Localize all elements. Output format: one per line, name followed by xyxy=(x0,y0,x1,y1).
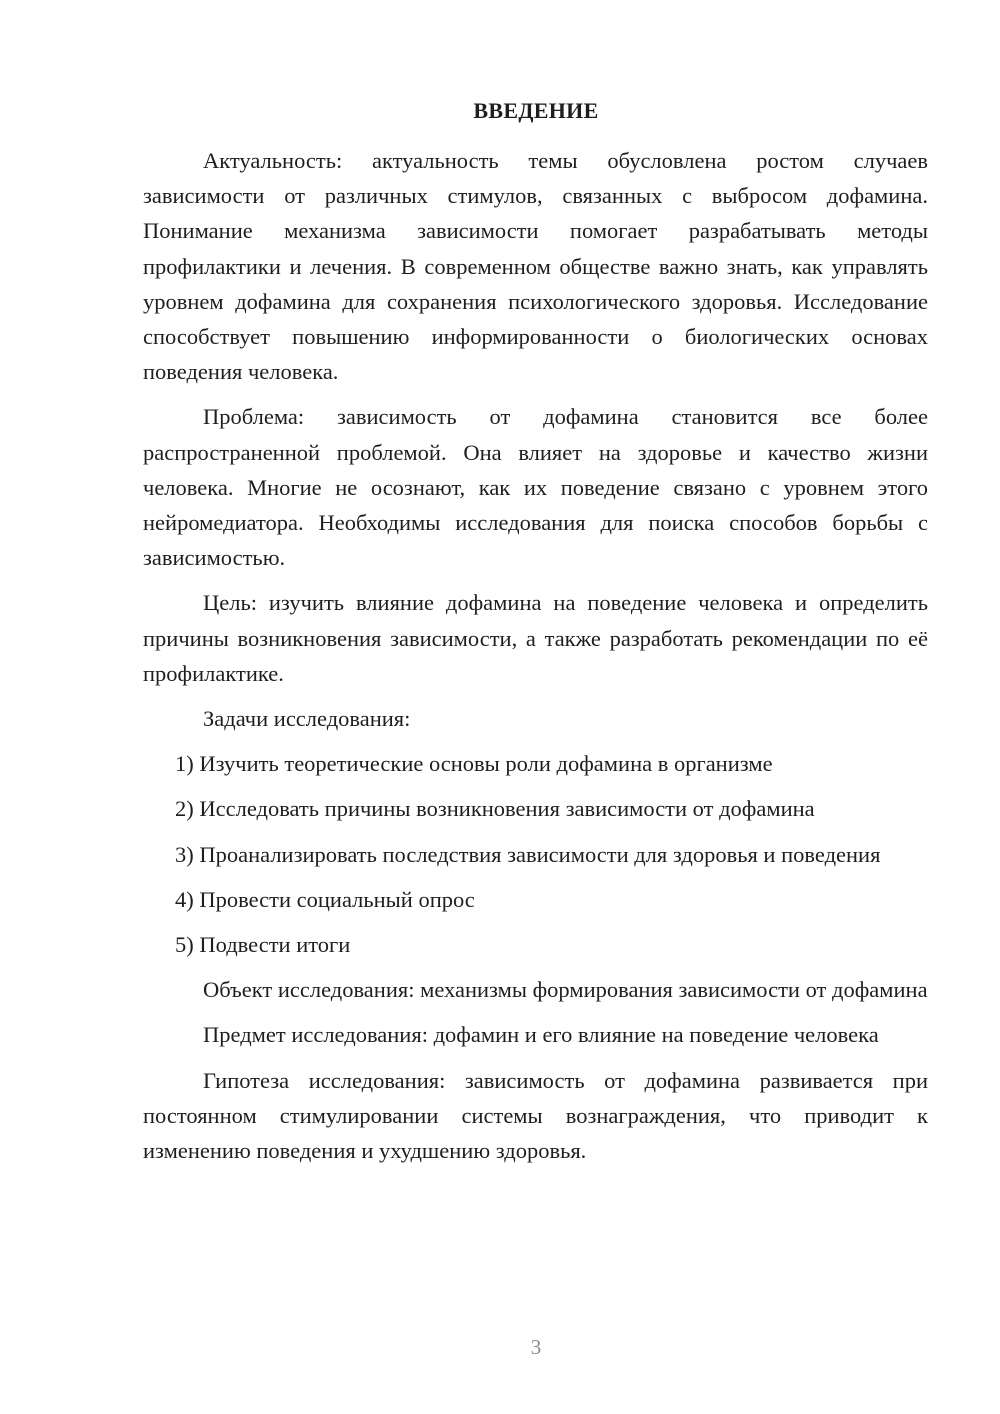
task-item: 5) Подвести итоги xyxy=(175,932,351,958)
task-item: 2) Исследовать причины возникновения зависимости от дофамина xyxy=(175,796,815,822)
problem-paragraph: Проблема: зависимость от дофамина становится все более распространенной проблемой. Она влияет на здоровье и качество жизни человека. Многие не осознают, как их поведение связано с уровнем этого нейромедиатора. Необходимы исследования для поиска способов борьбы с зависимостью. xyxy=(143,404,928,571)
relevance-paragraph: Актуальность: актуальность темы обусловлена ростом случаев зависимости от различных стимулов, связанных с выбросом дофамина. Понимание механизма зависимости помогает разрабатывать методы профилактики и лечения. В современном обществе важно знать, как управлять уровнем дофамина для сохранения психологического здоровья. Исследование способствует повышению информированности о биологических основах поведения человека. xyxy=(143,148,928,385)
task-item: 4) Провести социальный опрос xyxy=(175,886,475,912)
page-number: 3 xyxy=(530,1335,542,1359)
subject-paragraph: Предмет исследования: дофамин и его влияние на поведение человека xyxy=(203,1022,879,1048)
task-item: 3) Проанализировать последствия зависимости для здоровья и поведения xyxy=(175,841,881,867)
document-body xyxy=(143,143,928,1168)
section-title: ВВЕДЕНИЕ xyxy=(473,98,599,123)
object-paragraph: Объект исследования: механизмы формирования зависимости от дофамина xyxy=(203,977,928,1003)
hypothesis-paragraph: Гипотеза исследования: зависимость от дофамина развивается при постоянном стимулировании системы вознаграждения, что приводит к изменению поведения и ухудшению здоровья. xyxy=(143,1067,928,1164)
tasks-heading: Задачи исследования: xyxy=(203,706,411,732)
goal-paragraph: Цель: изучить влияние дофамина на поведение человека и определить причины возникновения зависимости, а также разработать рекомендации по её профилактике. xyxy=(143,590,928,686)
task-item: 1) Изучить теоретические основы роли дофамина в организме xyxy=(175,751,773,777)
